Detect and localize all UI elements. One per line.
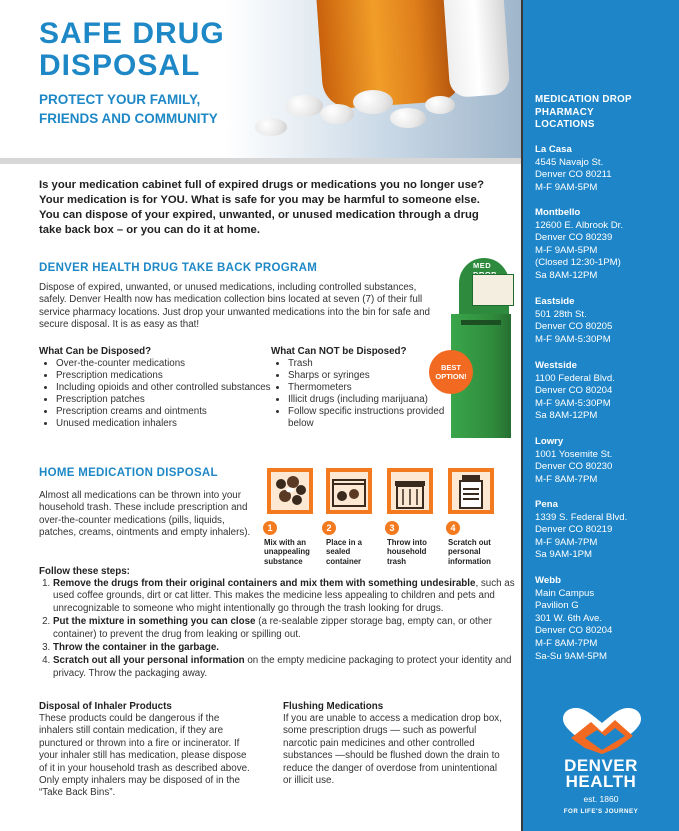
location-line: Denver CO 80230 (535, 461, 613, 473)
location-name: Westside (535, 360, 577, 371)
list-item: • Over-the-counter medications (56, 358, 271, 370)
list-item: • Prescription patches (56, 394, 271, 406)
location-line: 12600 E. Albrook Dr. (535, 219, 623, 231)
sealed-container-icon-fill (330, 472, 368, 510)
location-lowry (535, 436, 675, 486)
divider (0, 158, 521, 164)
list-item: • Prescription creams and ointments (56, 406, 271, 418)
bin-top (459, 258, 509, 316)
logo-established: est. 1860 (583, 794, 619, 804)
location-line: Denver CO 80211 (535, 169, 612, 181)
sealed-container-graphic (330, 472, 368, 510)
logo-tagline: FOR LIFE'S JOURNEY (563, 808, 639, 815)
pill-shape (425, 96, 455, 114)
home-disposal-heading: HOME MEDICATION DISPOSAL (39, 467, 218, 479)
can-dispose-heading: What Can be Disposed? (39, 346, 152, 357)
inhaler-heading: Disposal of Inhaler Products (39, 701, 172, 712)
pill-bottle-photo (225, 0, 521, 158)
location-name: Montbello (535, 207, 581, 218)
step-rest: , such as used coffee grounds, dirt or cat litter. This makes the medicine less appealing to children and pets and unrecognizable to someone who might intentionally go through the trash looking for drugs. (53, 578, 515, 614)
location-la-casa (535, 144, 675, 194)
step-caption (448, 538, 508, 566)
step-caption (326, 538, 376, 566)
location-line: M-F 9AM-7PM (535, 536, 598, 548)
title-line-1: SAFE DRUG (39, 17, 225, 50)
home-steps-list (39, 578, 523, 681)
pill-shape (353, 90, 393, 114)
location-line: 301 W. 6th Ave. (535, 612, 603, 624)
location-name: Eastside (535, 296, 575, 307)
location-montbello (535, 207, 675, 283)
location-webb (535, 575, 675, 663)
step-rest: (a re-sealable zipper storage bag, empty can, or other container) to prevent the drug from leaking or spilling out. (53, 616, 492, 640)
location-westside (535, 360, 675, 423)
step-number-badge: 3 (385, 521, 399, 535)
can-dispose-list (42, 358, 271, 430)
flushing-heading: Flushing Medications (283, 701, 384, 712)
location-line: Sa-Su 9AM-5PM (535, 650, 607, 662)
step-rest: on the empty medicine packaging to protect your identity and privacy. Throw the packaging away. (53, 655, 512, 679)
take-back-body: Dispose of expired, unwanted, or unused medications, including controlled substances, safely. Denver Health now has medication collection bins located at seven (7) of their full service pharmacy locations. Just drop your unwanted medications into the bin for safe and secure disposal. It is as easy as that! (39, 282, 431, 331)
step-bold: Remove the drugs from their original containers and mix them with something undesirable (53, 578, 476, 589)
location-line: Denver CO 80204 (535, 625, 613, 637)
step-number-badge: 4 (446, 521, 460, 535)
step-caption (387, 538, 441, 566)
step-caption (264, 538, 320, 566)
location-line: M-F 8AM-7PM (535, 637, 598, 649)
step-bold: Scratch out all your personal information (53, 655, 245, 667)
list-item: • Unused medication inhalers (56, 418, 271, 430)
step-bold: Put the mixture in something you can close (53, 616, 256, 628)
location-name: Pena (535, 499, 558, 510)
pill-bottle-graphic (452, 472, 490, 510)
step-caption-text: Throw into household trash (387, 538, 427, 566)
pill-shape (320, 104, 354, 124)
list-item (53, 578, 523, 615)
logo-wordmark: DENVER HEALTH (564, 756, 638, 791)
bin-window (472, 274, 514, 306)
step-bold: Throw the container in the garbage. (53, 642, 220, 654)
mix-icon-graphic (271, 472, 309, 510)
home-disposal-body: Almost all medications can be thrown into your household trash. These include prescription and over-the-counter medications (pills, liquids, patches, creams, ointments and empty inhalers). (39, 490, 251, 539)
step-caption-text: Scratch out personal information (448, 538, 491, 566)
location-line: M-F 9AM-5PM (535, 181, 598, 193)
best-option-label: BEST OPTION! (435, 363, 467, 381)
location-line: (Closed 12:30-1PM) (535, 257, 621, 269)
location-line: Denver CO 80205 (535, 321, 613, 333)
list-item: • Follow specific instructions provided below (288, 406, 448, 430)
location-line: Main Campus (535, 587, 595, 599)
location-eastside (535, 296, 675, 346)
trash-graphic (391, 472, 429, 510)
location-line: M-F 9AM-5:30PM (535, 397, 611, 409)
list-item: • Prescription medications (56, 370, 271, 382)
list-item: • Trash (288, 358, 448, 370)
page-title (39, 18, 225, 82)
list-item (53, 655, 523, 680)
location-line: M-F 8AM-7PM (535, 473, 598, 485)
sidebar-heading: MEDICATION DROP PHARMACY LOCATIONS (535, 94, 632, 130)
list-item: • Thermometers (288, 382, 448, 394)
flushing-body: If you are unable to access a medication drop box, some prescription drugs — such as powerful narcotic pain medicines and other controlled substances —should be flushed down the drain to reduce the danger of overdose from unintentional or illicit use. (283, 713, 502, 787)
location-line: 1001 Yosemite St. (535, 448, 613, 460)
location-line: 1100 Federal Blvd. (535, 372, 615, 384)
pill-bottle-icon-fill (452, 472, 490, 510)
location-line: Sa 9AM-1PM (535, 549, 593, 561)
med-drop-bin-image (451, 258, 511, 440)
step-number-badge: 2 (322, 521, 336, 535)
title-line-2: DISPOSAL (39, 49, 201, 82)
step-caption-text: Mix with an unappealing substance (264, 538, 310, 566)
location-name: Webb (535, 575, 561, 586)
bin-slot (461, 320, 501, 325)
location-line: Sa 8AM-12PM (535, 410, 598, 422)
subtitle: PROTECT YOUR FAMILY, FRIENDS AND COMMUNITY (39, 92, 218, 126)
sealed-container-icon (326, 468, 372, 514)
location-name: Lowry (535, 436, 564, 447)
mix-icon (267, 468, 313, 514)
mix-icon-fill (271, 472, 309, 510)
list-item (53, 642, 523, 654)
location-line: Pavilion G (535, 600, 579, 612)
location-line: 4545 Navajo St. (535, 156, 604, 168)
location-line: M-F 9AM-5PM (535, 244, 598, 256)
location-line: 1339 S. Federal Blvd. (535, 511, 628, 523)
cannot-dispose-heading: What Can NOT be Disposed? (271, 346, 407, 357)
bin-brand-label: MED (473, 261, 492, 270)
take-back-heading: DENVER HEALTH DRUG TAKE BACK PROGRAM (39, 262, 318, 274)
list-item: • Sharps or syringes (288, 370, 448, 382)
pill-bottle-icon (448, 468, 494, 514)
orange-bottle-shape (316, 0, 464, 110)
step-number-badge: 1 (263, 521, 277, 535)
hero-banner (0, 0, 521, 158)
location-pena (535, 499, 675, 562)
pill-shape (285, 95, 323, 117)
list-item (53, 616, 523, 641)
location-line: M-F 9AM-5:30PM (535, 333, 611, 345)
location-line: Denver CO 80204 (535, 385, 613, 397)
step-caption-text: Place in a sealed container (326, 538, 362, 566)
pill-shape (255, 118, 287, 136)
locations-sidebar (523, 0, 679, 831)
follow-steps-label: Follow these steps: (39, 566, 130, 577)
list-item: • Including opioids and other controlled substances (56, 382, 271, 394)
location-line: Denver CO 80219 (535, 524, 613, 536)
location-line: Denver CO 80239 (535, 232, 613, 244)
location-name: La Casa (535, 144, 572, 155)
bottle-cap-shape (444, 0, 511, 98)
cannot-dispose-list (274, 358, 448, 430)
location-line: Sa 8AM-12PM (535, 269, 598, 281)
denver-health-heart-icon (557, 708, 647, 756)
pill-shape (390, 108, 426, 128)
trash-icon-fill (391, 472, 429, 510)
list-item: • Illicit drugs (including marijuana) (288, 394, 448, 406)
inhaler-body: These products could be dangerous if the inhalers still contain medication, if they are punctured or thrown into a fire or incinerator. If your inhaler still has medication, please dispose of it in your household trash as described above. Only empty inhalers may be disposed of in the “Take Back Bins”. (39, 713, 250, 799)
intro-paragraph: Is your medication cabinet full of expired drugs or medications you no longer use? Your medication is for YOU. What is safe for you may be harmful to someone else. You can dispose of your expired, unwanted, or unused medication through a drug take back box – or you can do it at home. (39, 179, 485, 236)
location-line: 501 28th St. (535, 308, 587, 320)
trash-icon (387, 468, 433, 514)
